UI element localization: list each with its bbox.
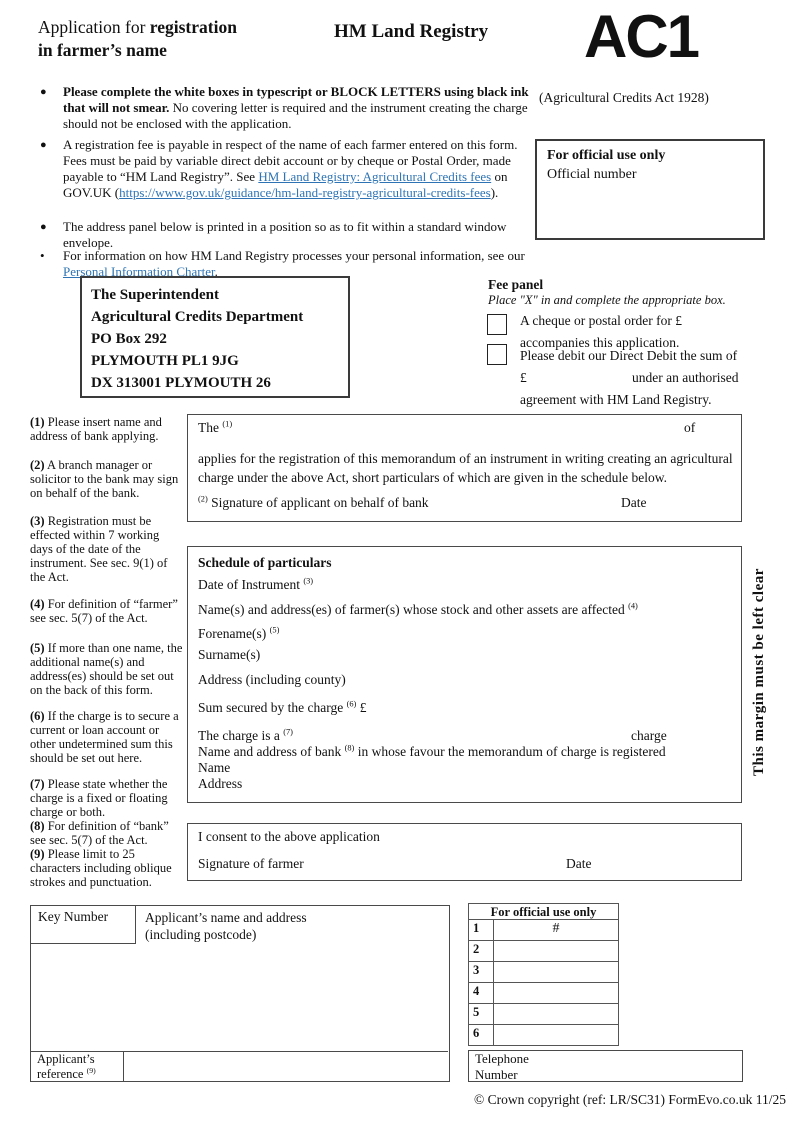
- key-number-table: [30, 905, 450, 1082]
- schedule-title: Schedule of particulars: [198, 555, 332, 570]
- note-text: For definition of “farmer” see sec. 5(7) of the Act.: [30, 597, 178, 625]
- official-row-2: [468, 941, 619, 962]
- margin-note-3: [30, 514, 184, 584]
- bullet2-text2: on GOV.UK (: [63, 169, 508, 200]
- row-value: [494, 1004, 618, 1024]
- margin-note-8: [30, 819, 184, 847]
- fee-option1-line2: accompanies this application.: [520, 335, 680, 350]
- pound-sign: £: [359, 700, 367, 715]
- agricultural-credits-fees-link[interactable]: HM Land Registry: Agricultural Credits fees: [258, 169, 492, 184]
- bullet-complete-boxes: [38, 84, 530, 132]
- key-number-label: Key Number: [31, 906, 136, 944]
- fee-panel-title: Fee panel: [488, 277, 544, 292]
- note-number: (4): [30, 597, 45, 611]
- note-text: If the charge is to secure a current or loan account or other undetermined sum this should be set out here.: [30, 709, 179, 765]
- bullet-registration-fee: [38, 137, 530, 201]
- forename-label: Forename(s) $^{(5)}$: [198, 625, 280, 641]
- address-line: The Superintendent: [91, 287, 219, 303]
- sum-secured-label: Sum secured by the charge $^{(6)}$ £: [198, 699, 367, 715]
- act-label: (Agricultural Credits Act 1928): [539, 90, 709, 105]
- note-text: For definition of “bank” see sec. 5(7) of the Act.: [30, 819, 169, 847]
- note-text: If more than one name, the additional name(s) and address(es) should be set out on the back of this form.: [30, 641, 183, 697]
- bullet1-bold: Please complete the white boxes in typescript or BLOCK LETTERS using black ink that will not smear.: [63, 84, 529, 115]
- schedule-box: [187, 546, 742, 803]
- footnote-ref-1: (1): [222, 419, 233, 429]
- fee-option2-line3: agreement with HM Land Registry.: [520, 392, 712, 407]
- margin-clear-note: This margin must be left clear: [751, 568, 767, 776]
- bullet-address-panel: [38, 219, 530, 251]
- bullet-icon: ●: [40, 86, 47, 98]
- signature-of-farmer-label: Signature of farmer: [198, 856, 304, 871]
- bullet1-rest: No covering letter is required and the instrument creating the charge should not be enclosed with the application.: [63, 100, 528, 131]
- fee-option2-line2-text: under an authorised: [632, 370, 739, 385]
- note-number: (5): [30, 641, 45, 655]
- row-number: 6: [469, 1025, 494, 1045]
- fee-panel-instruction: Place "X" in and complete the appropriate box.: [488, 293, 726, 307]
- charge-word: charge: [631, 728, 667, 743]
- note-text: Please limit to 25 characters including oblique strokes and punctuation.: [30, 847, 172, 889]
- margin-note-1: [30, 415, 184, 443]
- bullet-icon: ●: [40, 221, 47, 233]
- bullet3-text: The address panel below is printed in a position so as to fit within a standard window envelope.: [63, 219, 507, 250]
- footnote-ref-8: (8): [344, 743, 355, 753]
- footnote-ref-5: (5): [269, 625, 280, 635]
- margin-note-6: [30, 709, 184, 765]
- margin-note-2: [30, 458, 184, 500]
- application-box: [187, 414, 742, 522]
- note-number: (8): [30, 819, 45, 833]
- note-number: (2): [30, 458, 45, 472]
- margin-note-5: [30, 641, 184, 697]
- footnote-ref-7: (7): [283, 727, 293, 737]
- row-number: 3: [469, 962, 494, 982]
- row-value: [494, 1025, 618, 1045]
- footnote-ref-6: (6): [346, 699, 357, 709]
- gov-uk-url-link[interactable]: https://www.gov.uk/guidance/hm-land-registry-agricultural-credits-fees: [119, 185, 491, 200]
- note-text: Please state whether the charge is a fixed or floating charge or both.: [30, 777, 168, 819]
- row-number: 4: [469, 983, 494, 1003]
- note-number: (9): [30, 847, 45, 861]
- address-county-label: Address (including county): [198, 672, 346, 687]
- address-panel: [80, 276, 350, 398]
- margin-note-4: [30, 597, 184, 625]
- signature-of-applicant-label: $^{(2)}$ Signature of applicant on behalf of bank: [198, 494, 429, 510]
- cheque-checkbox[interactable]: [487, 314, 507, 335]
- official-use-box: [535, 139, 765, 240]
- row-value: [494, 983, 618, 1003]
- form-title-normal: Application for: [38, 17, 150, 37]
- form-title-bold: registration: [149, 17, 237, 37]
- applicant-reference-field[interactable]: [124, 1052, 448, 1082]
- bank-address-label: Address: [198, 776, 243, 791]
- official-use-table: [468, 903, 619, 1046]
- copyright-notice: © Crown copyright (ref: LR/SC31) FormEvo.co.uk 11/25: [474, 1092, 786, 1107]
- bullet4-text2: .: [214, 264, 218, 279]
- footnote-ref-9: (9): [86, 1065, 96, 1075]
- surname-label: Surname(s): [198, 647, 261, 662]
- address-line: DX 313001 PLYMOUTH 26: [91, 375, 271, 391]
- telephone-label-line2: Number: [475, 1066, 518, 1082]
- bullet-icon: ●: [40, 139, 47, 151]
- row-value: [494, 941, 618, 961]
- footnote-ref-3: (3): [303, 576, 314, 586]
- date-of-instrument-label: Date of Instrument $^{(3)}$: [198, 576, 314, 592]
- bank-name-label: Name: [198, 760, 231, 775]
- fee-option2-line2: [520, 370, 738, 386]
- bullet2-text3: ).: [490, 185, 499, 200]
- note-text: Please insert name and address of bank applying.: [30, 415, 162, 443]
- fee-option2-line1: Please debit our Direct Debit the sum of: [520, 348, 738, 363]
- note-number: (7): [30, 777, 45, 791]
- the-label: The $^{(1)}$: [198, 419, 233, 435]
- address-line: PLYMOUTH PL1 9JG: [91, 353, 239, 369]
- official-number-label: Official number: [547, 166, 637, 182]
- form-code: AC1: [584, 3, 699, 70]
- row-value: [494, 962, 618, 982]
- footnote-ref-2: (2): [198, 494, 208, 504]
- consent-statement: I consent to the above application: [198, 829, 380, 844]
- application-body: applies for the registration of this memorandum of an instrument in writing creating an agricultural charge under the above Act, short particulars of which are given in the schedule below.: [198, 451, 733, 485]
- form-title: [38, 16, 237, 62]
- bullet4-text1: For information on how HM Land Registry processes your personal information, see our: [63, 248, 525, 263]
- official-row-1: [468, 920, 619, 941]
- org-name: HM Land Registry: [334, 21, 489, 42]
- margin-note-7: [30, 777, 184, 819]
- row-value: #: [552, 921, 560, 936]
- row-number: 1: [469, 920, 494, 940]
- address-line: Agricultural Credits Department: [91, 309, 304, 325]
- note-number: (6): [30, 709, 45, 723]
- personal-information-charter-link[interactable]: Personal Information Charter: [63, 264, 215, 279]
- consent-date-label: Date: [566, 856, 592, 871]
- official-row-6: [468, 1025, 619, 1046]
- consent-box: [187, 823, 742, 881]
- official-row-3: [468, 962, 619, 983]
- row-number: 2: [469, 941, 494, 961]
- telephone-number-box[interactable]: [468, 1050, 743, 1082]
- applicant-reference-label: Applicant’s reference $^{(9)}$: [31, 1052, 124, 1082]
- note-number: (3): [30, 514, 45, 528]
- row-number: 5: [469, 1004, 494, 1024]
- official-use-title: For official use only: [547, 148, 666, 163]
- note-number: (1): [30, 415, 45, 429]
- charge-type-label: The charge is a $^{(7)}$: [198, 727, 293, 743]
- of-label: of: [684, 420, 696, 435]
- bullet2-text1: A registration fee is payable in respect of the name of each farmer entered on this form. Fees must be paid by variable direct debit account or by cheque or Postal Order, made payable to “HM Land Registry”. See: [63, 137, 518, 184]
- application-date-label: Date: [621, 495, 647, 510]
- footnote-ref-4: (4): [628, 601, 638, 611]
- official-row-4: [468, 983, 619, 1004]
- official-row-5: [468, 1004, 619, 1025]
- telephone-label-line1: Telephone: [475, 1051, 529, 1066]
- note-text: Registration must be effected within 7 working days of the date of the instrument. See sec. 9(1) of the Act.: [30, 514, 168, 584]
- applicant-reference-row: [31, 1051, 448, 1082]
- direct-debit-checkbox[interactable]: [487, 344, 507, 365]
- margin-note-9: [30, 847, 184, 889]
- fee-pound-sign: £: [520, 370, 527, 385]
- note-text: A branch manager or solicitor to the bank may sign on behalf of the bank.: [30, 458, 179, 500]
- bullet-small-icon: •: [40, 248, 45, 263]
- address-line: PO Box 292: [91, 331, 167, 347]
- form-title-line2: in farmer’s name: [38, 39, 167, 60]
- farmers-label: Name(s) and address(es) of farmer(s) whose stock and other assets are affected $^{(4)}$: [198, 601, 638, 617]
- fee-option1-line1: A cheque or postal order for £: [520, 313, 682, 328]
- applicant-name-address-label: Applicant’s name and address (including postcode): [145, 910, 307, 942]
- official-use-table-title: For official use only: [468, 903, 619, 920]
- bank-favour-label: Name and address of bank $^{(8)}$ in whose favour the memorandum of charge is registered: [198, 743, 666, 759]
